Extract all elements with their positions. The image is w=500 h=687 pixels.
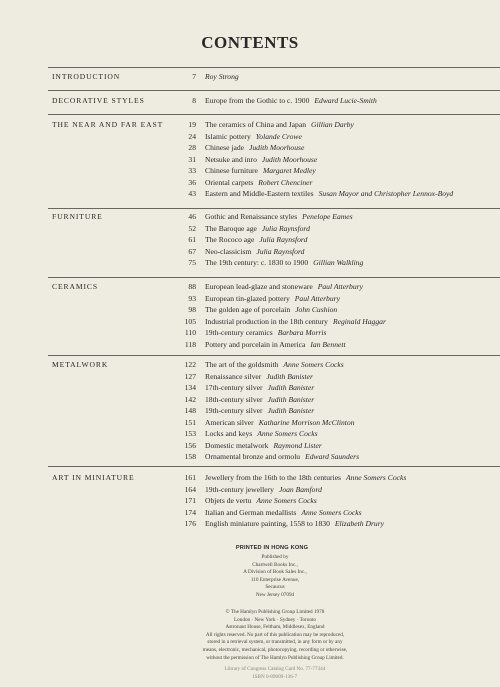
entry-title: Locks and keys <box>205 429 253 439</box>
entry-text <box>205 72 239 81</box>
toc-entry <box>0 508 500 520</box>
entry-author: Paul Atterbury <box>294 293 340 303</box>
toc-entry <box>0 178 500 190</box>
section-label: CERAMICS <box>52 282 99 291</box>
toc-entry <box>0 166 500 178</box>
entry-text <box>205 294 340 303</box>
entry-title: Roy Strong <box>205 72 239 81</box>
entry-text <box>205 235 307 244</box>
page-number: 142 <box>184 394 196 404</box>
entry-text <box>205 120 354 129</box>
toc-entry <box>0 383 500 395</box>
imprint-line: All rights reserved. No part of this publication may be reproduced, <box>205 631 345 638</box>
toc-entry <box>0 473 500 485</box>
toc-entry <box>0 282 500 294</box>
imprint-line: ISBN 0-89009-136-7 <box>252 673 298 680</box>
imprint-line: Secaucus <box>265 584 285 591</box>
page-number: 153 <box>184 429 196 439</box>
entry-author: Julia Raynsford <box>256 246 305 256</box>
entry-title: The 19th century: c. 1830 to 1900 <box>205 258 309 268</box>
toc-entry <box>0 452 500 464</box>
entry-title: Chinese furniture <box>205 166 258 176</box>
page-number: 164 <box>184 484 196 494</box>
entry-author: Edward Lucie-Smith <box>314 96 377 105</box>
entry-text <box>205 189 453 198</box>
toc-entry <box>0 395 500 407</box>
toc-entry <box>0 189 500 201</box>
entry-text <box>205 258 363 267</box>
entry-title: Objets de vertu <box>205 496 252 506</box>
entry-text <box>205 224 310 233</box>
entry-text <box>205 496 317 505</box>
toc-entry <box>0 212 500 224</box>
toc-entry <box>0 485 500 497</box>
entry-author: Susan Mayor and Christopher Lennox-Boyd <box>318 189 454 199</box>
section-divider <box>48 466 500 467</box>
entry-text <box>205 328 326 337</box>
page-number: 7 <box>192 72 196 81</box>
entry-author: Penelope Eames <box>302 212 353 221</box>
entry-author: Gillian Darby <box>311 120 354 129</box>
entry-author: Robert Chenciner <box>258 177 313 187</box>
entry-text <box>205 372 313 381</box>
entry-title: Domestic metalwork <box>205 440 269 450</box>
entry-title: Eastern and Middle-Eastern textiles <box>205 189 314 199</box>
imprint-line: © The Hamlyn Publishing Group Limited 1978 <box>225 609 325 615</box>
entry-title: Oriental carpets <box>205 177 254 187</box>
entry-title: Neo-classicism <box>205 246 252 256</box>
page-number: 105 <box>184 316 196 326</box>
section-label: THE NEAR AND FAR EAST <box>52 120 164 129</box>
page-number: 19 <box>188 120 196 129</box>
entry-text <box>205 485 322 494</box>
section-label: METALWORK <box>52 360 109 369</box>
page-number: 28 <box>188 143 196 153</box>
page-number: 148 <box>184 406 196 416</box>
page-number: 24 <box>188 131 196 141</box>
toc-entry <box>0 317 500 329</box>
page-number: 110 <box>184 328 196 338</box>
printed-in-notice: PRINTED IN HONG KONG <box>235 545 309 551</box>
page-title: CONTENTS <box>201 33 299 52</box>
entry-text <box>205 178 312 187</box>
entry-title: American silver <box>205 417 254 427</box>
entry-author: Judith Banister <box>266 371 313 381</box>
toc-entry <box>0 406 500 418</box>
page-number: 158 <box>184 452 196 462</box>
toc-entry <box>0 235 500 247</box>
section-divider <box>48 67 500 68</box>
entry-author: Katharine Morrison McClinton <box>258 417 355 427</box>
imprint-line: stored in a retrieval system, or transmitted, in any form or by any <box>207 639 343 646</box>
entry-title: English miniature painting, 1558 to 1830 <box>205 519 330 529</box>
toc-entry <box>0 96 500 108</box>
page-number: 88 <box>188 282 196 291</box>
entry-author: Judith Moorhouse <box>261 154 318 164</box>
page-number: 33 <box>188 166 196 176</box>
entry-author: Edward Saunders <box>305 452 360 462</box>
page-number: 171 <box>184 496 196 506</box>
entry-author: Anne Somers Cocks <box>256 496 317 506</box>
toc-entry <box>0 519 500 531</box>
page-number: 67 <box>188 246 196 256</box>
toc-entry <box>0 429 500 441</box>
imprint-line: Astronaut House, Feltham, Middlesex, England <box>225 624 325 631</box>
page-number: 61 <box>188 235 196 245</box>
toc-entry <box>0 328 500 340</box>
toc-entry <box>0 305 500 317</box>
page-number: 75 <box>188 258 196 268</box>
section-label: FURNITURE <box>52 212 103 221</box>
entry-title: 17th-century silver <box>205 383 263 393</box>
page-number: 122 <box>184 360 196 369</box>
imprint-line: means, electronic, mechanical, photocopying, recording or otherwise, <box>202 646 348 653</box>
page-number: 98 <box>188 305 196 315</box>
entry-text <box>205 418 355 427</box>
page-number: 161 <box>184 473 196 482</box>
toc-entry <box>0 441 500 453</box>
toc-entry <box>0 418 500 430</box>
entry-author: Paul Atterbury <box>317 282 363 291</box>
entry-author: Judith Banister <box>267 383 315 393</box>
entry-text <box>205 155 317 164</box>
entry-author: Joan Bamford <box>278 484 322 494</box>
entry-title: European tin-glazed pottery <box>205 293 290 303</box>
toc-entry <box>0 132 500 144</box>
page-number: 43 <box>188 189 196 199</box>
page-number: 31 <box>188 154 196 164</box>
entry-title: Ornamental bronze and ormolu <box>205 452 301 462</box>
entry-text <box>205 441 322 450</box>
entry-text <box>205 212 353 221</box>
entry-title: 18th-century silver <box>205 394 263 404</box>
toc-entry <box>0 155 500 167</box>
entry-author: Julia Raynsford <box>259 235 308 245</box>
entry-author: Judith Banister <box>267 394 315 404</box>
entry-text <box>205 305 337 314</box>
section-divider <box>48 90 500 91</box>
entry-text <box>205 473 406 482</box>
entry-author: Anne Somers Cocks <box>301 507 362 517</box>
entry-author: Elizabeth Drury <box>334 519 385 529</box>
imprint-line: Library of Congress Catalog Card No. 77-77344 <box>224 666 326 672</box>
entry-author: Judith Banister <box>267 406 315 416</box>
entry-title: European lead-glaze and stoneware <box>205 282 313 291</box>
entry-title: Netsuke and inro <box>205 154 257 164</box>
imprint-line: Published by <box>261 554 289 560</box>
entry-title: 19th-century jewellery <box>205 484 274 494</box>
entry-text <box>205 96 377 105</box>
imprint-line: Chartwell Books Inc., <box>252 561 298 568</box>
section-label: DECORATIVE STYLES <box>52 96 145 105</box>
entry-text <box>205 166 316 175</box>
entry-text <box>205 143 304 152</box>
entry-title: Europe from the Gothic to c. 1900 <box>205 96 310 105</box>
entry-author: Gillian Walkling <box>313 258 364 268</box>
entry-text <box>205 452 359 461</box>
entry-title: Industrial production in the 18th century <box>205 316 328 326</box>
entry-title: 19th-century silver <box>205 406 263 416</box>
entry-author: Anne Somers Cocks <box>346 473 407 482</box>
section-divider <box>48 114 500 115</box>
toc-entry <box>0 496 500 508</box>
entry-author: Ian Bennett <box>310 339 346 349</box>
entry-title: Italian and German medallists <box>205 507 297 517</box>
entry-title: The ceramics of China and Japan <box>205 120 306 129</box>
page-number: 52 <box>188 223 196 233</box>
toc-entry <box>0 372 500 384</box>
entry-author: John Cushion <box>295 305 338 315</box>
page-number: 151 <box>184 417 196 427</box>
section-divider <box>48 277 500 278</box>
entry-title: The Baroque age <box>205 223 257 233</box>
entry-author: Anne Somers Cocks <box>257 429 318 439</box>
toc-entry <box>0 247 500 259</box>
page-number: 8 <box>192 96 196 105</box>
section-label: ART IN MINIATURE <box>52 473 135 482</box>
entry-text <box>205 429 318 438</box>
section-label: INTRODUCTION <box>52 72 121 81</box>
entry-title: Chinese jade <box>205 143 245 153</box>
entry-text <box>205 519 384 528</box>
entry-text <box>205 340 346 349</box>
entry-author: Julia Raynsford <box>261 223 310 233</box>
page-number: 127 <box>184 371 196 381</box>
toc-entry <box>0 360 500 372</box>
imprint-line: 110 Enterprise Avenue, <box>250 576 300 583</box>
page-number: 36 <box>188 177 196 187</box>
entry-text <box>205 317 386 326</box>
entry-author: Yolande Crowe <box>255 131 302 141</box>
entry-author: Anne Somers Cocks <box>283 360 344 369</box>
imprint-line: A Division of Book Sales Inc., <box>243 569 307 576</box>
section-divider <box>48 355 500 356</box>
entry-title: Pottery and porcelain in America <box>205 339 306 349</box>
entry-title: Renaissance silver <box>205 371 262 381</box>
page-number: 118 <box>184 339 196 349</box>
page-number: 156 <box>184 440 196 450</box>
entry-text <box>205 132 302 141</box>
catalog-block <box>150 666 400 681</box>
imprint-line: without the permission of The Hamlyn Publishing Group Limited. <box>206 654 344 661</box>
entry-text <box>205 383 314 392</box>
toc-entry <box>0 258 500 270</box>
toc-entry <box>0 72 500 84</box>
entry-title: Gothic and Renaissance styles <box>205 212 298 221</box>
entry-author: Margaret Medley <box>262 166 316 176</box>
page-number: 134 <box>184 383 196 393</box>
publisher-block <box>150 554 400 600</box>
entry-author: Raymond Lister <box>273 440 322 450</box>
entry-title: The art of the goldsmith <box>205 360 279 369</box>
section-divider <box>48 208 500 209</box>
toc-entry <box>0 294 500 306</box>
entry-text <box>205 395 314 404</box>
entry-text <box>205 406 314 415</box>
entry-author: Judith Moorhouse <box>249 143 305 153</box>
entry-title: 19th-century ceramics <box>205 328 273 338</box>
imprint-line: New Jersey 07094 <box>255 591 295 598</box>
entry-title: Islamic pottery <box>205 131 251 141</box>
imprint-line: London · New York · Sydney · Toronto <box>234 616 316 623</box>
entry-text <box>205 282 363 291</box>
copyright-block <box>150 609 400 662</box>
toc-entry <box>0 224 500 236</box>
entry-text <box>205 360 344 369</box>
toc-entry <box>0 340 500 352</box>
toc-entry <box>0 143 500 155</box>
entry-title: The golden age of porcelain <box>205 305 291 315</box>
page-number: 93 <box>188 293 196 303</box>
entry-author: Reginald Haggar <box>332 316 386 326</box>
entry-title: The Rococo age <box>205 235 255 245</box>
page-number: 46 <box>188 212 196 221</box>
page-number: 176 <box>184 519 196 529</box>
entry-text <box>205 508 362 517</box>
toc-entry <box>0 120 500 132</box>
entry-author: Barbara Morris <box>277 328 327 338</box>
entry-title: Jewellery from the 16th to the 18th centuries <box>205 473 342 482</box>
entry-text <box>205 247 304 256</box>
page-number: 174 <box>184 507 196 517</box>
